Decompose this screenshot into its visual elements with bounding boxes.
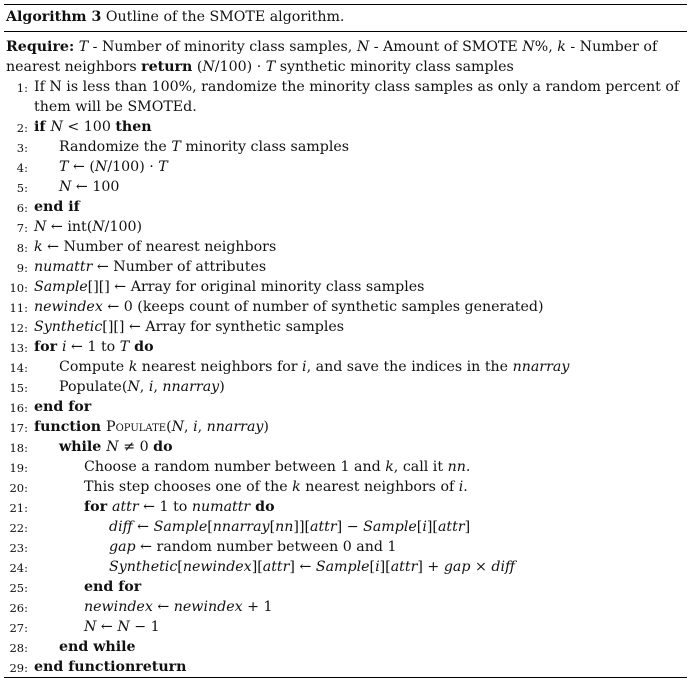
line-number: 28:	[9, 641, 28, 655]
line-token: )	[263, 419, 269, 435]
line-content	[109, 537, 683, 557]
algorithm-line	[4, 197, 687, 217]
algorithm-line	[4, 137, 687, 157]
algorithm-line	[4, 217, 687, 237]
line-token: ][	[379, 559, 391, 575]
algorithm-line	[4, 457, 687, 477]
line-token: i	[302, 359, 307, 375]
line-token: Randomize the	[59, 139, 172, 155]
algorithm-line	[4, 597, 687, 617]
line-content	[34, 657, 683, 677]
line-token: for	[34, 339, 62, 355]
line-number: 11:	[9, 301, 28, 315]
line-token: end for	[84, 579, 142, 595]
line-content	[59, 377, 683, 397]
line-token: [	[269, 519, 276, 535]
line-token: ≠ 0	[118, 439, 154, 455]
line-token: attr	[437, 519, 465, 535]
line-number: 3:	[16, 141, 28, 155]
line-content	[59, 357, 683, 377]
line-token: ]	[464, 519, 471, 535]
algorithm-line	[4, 77, 687, 117]
require-text-part: return	[141, 59, 193, 75]
line-token: Sample	[363, 519, 417, 535]
algorithm-line	[4, 437, 687, 457]
algorithm-line	[4, 237, 687, 257]
line-number: 18:	[9, 441, 28, 455]
line-number: 16:	[9, 401, 28, 415]
line-token: ] ←	[289, 559, 316, 575]
line-content	[109, 517, 683, 537]
line-token: ] −	[336, 519, 364, 535]
line-token: i	[422, 519, 427, 535]
line-token: nnarray	[206, 419, 264, 435]
require-text-part: T	[78, 39, 89, 55]
line-token: T	[158, 159, 168, 175]
line-token: ←	[96, 619, 118, 635]
line-token: < 100	[62, 119, 116, 135]
line-token: N	[127, 379, 140, 395]
line-token: This step chooses one of the	[84, 479, 293, 495]
line-token: i	[458, 479, 464, 495]
line-token: If N is less than 100%, randomize the minority class samples as only a random percent of them will be SMOTEd.	[34, 79, 680, 115]
line-number: 29:	[9, 661, 28, 675]
line-token: if	[34, 119, 51, 135]
line-token: ,	[139, 379, 149, 395]
line-token: i	[148, 379, 154, 395]
line-content	[34, 217, 683, 237]
algorithm-line	[4, 657, 687, 677]
line-token: nearest neighbors for	[137, 359, 303, 375]
require-keyword: Require:	[6, 39, 75, 55]
line-content	[84, 617, 683, 637]
algorithm-line	[4, 277, 687, 297]
line-content	[84, 457, 683, 477]
require-text-part: - Number of minority class samples,	[88, 39, 357, 55]
algorithm-line	[4, 337, 687, 357]
algorithm-line	[4, 177, 687, 197]
line-token: numattr	[191, 499, 251, 515]
line-number: 25:	[9, 581, 28, 595]
line-number: 17:	[9, 421, 28, 435]
line-token: N	[34, 219, 47, 235]
line-content	[59, 437, 683, 457]
line-token: .	[463, 479, 468, 495]
line-token: k	[292, 479, 301, 495]
algorithm-line	[4, 557, 687, 577]
algorithm-line	[4, 317, 687, 337]
line-token: T	[119, 339, 130, 355]
algorithm-line	[4, 477, 687, 497]
line-token: T	[171, 139, 181, 155]
caption-label: Algorithm 3	[6, 9, 102, 25]
line-token: ← (	[68, 159, 95, 175]
require-text-part: synthetic minority class samples	[275, 59, 514, 75]
line-token: attr	[111, 499, 139, 515]
line-number: 15:	[9, 381, 28, 395]
line-token: N	[92, 219, 105, 235]
line-token: Populate	[106, 419, 167, 435]
require-text-part: - Amount of SMOTE	[369, 39, 523, 55]
line-content	[34, 197, 683, 217]
line-token: ← 1 to	[66, 339, 120, 355]
line-token: nnarray	[212, 519, 270, 535]
line-number: 12:	[9, 321, 28, 335]
line-token: minority class samples	[180, 139, 350, 155]
algorithm-line	[4, 357, 687, 377]
line-number: 5:	[16, 181, 28, 195]
line-number: 4:	[16, 161, 28, 175]
line-token: − 1	[129, 619, 160, 635]
require-text-part: (	[192, 59, 203, 75]
line-number: 2:	[16, 121, 28, 135]
line-content	[34, 317, 683, 337]
line-number: 20:	[9, 481, 28, 495]
line-token: while	[59, 439, 107, 455]
line-content	[109, 557, 683, 577]
line-token: nearest neighbors of	[300, 479, 459, 495]
line-token: N	[94, 159, 108, 175]
line-number: 14:	[9, 361, 28, 375]
line-token: do	[129, 339, 154, 355]
line-token: nn	[275, 519, 294, 535]
algorithm-line	[4, 537, 687, 557]
line-token: ×	[470, 559, 492, 575]
line-content	[34, 417, 683, 437]
line-content	[34, 77, 683, 117]
line-token: gap	[443, 559, 471, 575]
line-token: N	[171, 419, 185, 435]
line-content	[59, 137, 683, 157]
line-token: k	[128, 359, 138, 375]
line-token: then	[115, 119, 152, 135]
line-content	[84, 597, 683, 617]
line-content	[34, 277, 683, 297]
line-number: 26:	[9, 601, 28, 615]
line-number: 8:	[16, 241, 28, 255]
line-token: ,	[197, 419, 207, 435]
line-token: newindex	[182, 559, 252, 575]
line-token: ][	[251, 559, 263, 575]
line-content	[34, 237, 683, 257]
require-text-part: N	[356, 39, 370, 55]
line-token: [][] ← Array for original minority class samples	[87, 279, 425, 295]
line-token: ,	[184, 419, 194, 435]
algorithm-caption	[4, 5, 687, 29]
line-number: 27:	[9, 621, 28, 635]
algorithm-line	[4, 637, 687, 657]
line-token: k	[385, 459, 394, 475]
line-token: i	[61, 339, 67, 355]
line-number: 1:	[16, 81, 28, 95]
line-token: attr	[390, 559, 418, 575]
line-token: ← 100	[71, 179, 120, 195]
line-token: , and save the indices in the	[306, 359, 513, 375]
line-token: nn	[447, 459, 466, 475]
line-token: ]][	[293, 519, 311, 535]
line-token: for	[84, 499, 112, 515]
line-token: Choose a random number between 1 and	[84, 459, 386, 475]
line-token: nnarray	[512, 359, 570, 375]
algorithm-line	[4, 257, 687, 277]
line-token: numattr	[34, 259, 93, 275]
line-token: /100) ·	[107, 159, 159, 175]
line-token: N	[59, 179, 72, 195]
line-content	[34, 297, 683, 317]
line-token: k	[34, 239, 43, 255]
require-text-part: k	[557, 39, 566, 55]
line-token: end functionreturn	[34, 659, 187, 675]
line-content	[84, 477, 683, 497]
require-text-part: N	[202, 59, 215, 75]
require-text-part: - Number of nearest neighbors	[6, 39, 658, 75]
algorithm-line	[4, 157, 687, 177]
line-token: (	[166, 419, 172, 435]
line-token: ← 1 to	[138, 499, 192, 515]
algorithm-line	[4, 397, 687, 417]
line-content	[34, 397, 683, 417]
line-token: attr	[310, 519, 337, 535]
line-content	[34, 337, 683, 357]
require-clause	[4, 32, 687, 77]
line-token: ←	[132, 519, 154, 535]
line-number: 10:	[9, 281, 28, 295]
line-token: Sample	[34, 279, 88, 295]
algorithm-lines	[4, 77, 687, 677]
require-text-part: %,	[534, 39, 558, 55]
line-token: ← int(	[46, 219, 93, 235]
line-number: 21:	[9, 501, 28, 515]
line-token: function	[34, 419, 107, 435]
line-token: [	[369, 559, 376, 575]
algorithm-line	[4, 377, 687, 397]
line-token: newindex	[34, 299, 103, 315]
line-token: Populate(	[59, 379, 128, 395]
line-content	[34, 257, 683, 277]
line-content	[84, 497, 683, 517]
line-token: ← Number of nearest neighbors	[42, 239, 277, 255]
line-token: [	[416, 519, 423, 535]
line-content	[59, 157, 683, 177]
line-token: ← Number of attributes	[92, 259, 267, 275]
line-token: [	[177, 559, 183, 575]
line-token: Synthetic	[109, 559, 178, 575]
algorithm-line	[4, 517, 687, 537]
line-token: , call it	[393, 459, 448, 475]
line-token: N	[50, 119, 63, 135]
line-token: [][] ← Array for synthetic samples	[102, 319, 345, 335]
line-number: 24:	[9, 561, 28, 575]
algorithm-line	[4, 497, 687, 517]
line-content	[34, 117, 683, 137]
require-text-part: /100) ·	[214, 59, 266, 75]
line-token: Sample	[153, 519, 208, 535]
line-token: )	[219, 379, 225, 395]
line-token: N	[84, 619, 97, 635]
line-token: end if	[34, 199, 80, 215]
line-token: Compute	[59, 359, 129, 375]
line-content	[59, 177, 683, 197]
algorithm-line	[4, 577, 687, 597]
line-token: nnarray	[162, 379, 220, 395]
line-token: newindex	[173, 599, 243, 615]
line-number: 19:	[9, 461, 28, 475]
require-text-part: T	[265, 59, 276, 75]
line-number: 6:	[16, 201, 28, 215]
line-number: 9:	[16, 261, 28, 275]
line-content	[59, 637, 683, 657]
require-text-part: N	[522, 39, 535, 55]
line-token: ← 0 (keeps count of number of synthetic samples generated)	[102, 299, 544, 315]
line-token: + 1	[242, 599, 273, 615]
algorithm-line	[4, 417, 687, 437]
line-token: i	[193, 419, 198, 435]
line-token: do	[153, 439, 173, 455]
algorithm-block	[4, 4, 687, 678]
line-token: end for	[34, 399, 92, 415]
line-token: diff	[109, 519, 133, 535]
line-token: N	[117, 619, 130, 635]
line-token: T	[59, 159, 69, 175]
line-token: diff	[491, 559, 516, 575]
line-token: ,	[153, 379, 163, 395]
line-number: 7:	[16, 221, 28, 235]
algorithm-line	[4, 617, 687, 637]
algorithm-line	[4, 117, 687, 137]
line-token: /100)	[104, 219, 143, 235]
line-token: Sample	[315, 559, 370, 575]
line-token: N	[106, 439, 119, 455]
line-token: ← random number between 0 and 1	[135, 539, 397, 555]
line-token: [	[207, 519, 213, 535]
algorithm-line	[4, 297, 687, 317]
line-token: newindex	[84, 599, 153, 615]
line-token: gap	[109, 539, 136, 555]
line-content	[84, 577, 683, 597]
line-number: 23:	[9, 541, 28, 555]
line-number: 22:	[9, 521, 28, 535]
line-token: Synthetic	[34, 319, 103, 335]
line-token: ] +	[417, 559, 444, 575]
line-token: ←	[152, 599, 174, 615]
line-token: i	[375, 559, 380, 575]
line-number: 13:	[9, 341, 28, 355]
line-token: attr	[262, 559, 290, 575]
line-token: ][	[426, 519, 438, 535]
line-token: do	[250, 499, 275, 515]
line-token: end while	[59, 639, 136, 655]
line-token: .	[465, 459, 471, 475]
caption-title: Outline of the SMOTE algorithm.	[105, 9, 345, 25]
